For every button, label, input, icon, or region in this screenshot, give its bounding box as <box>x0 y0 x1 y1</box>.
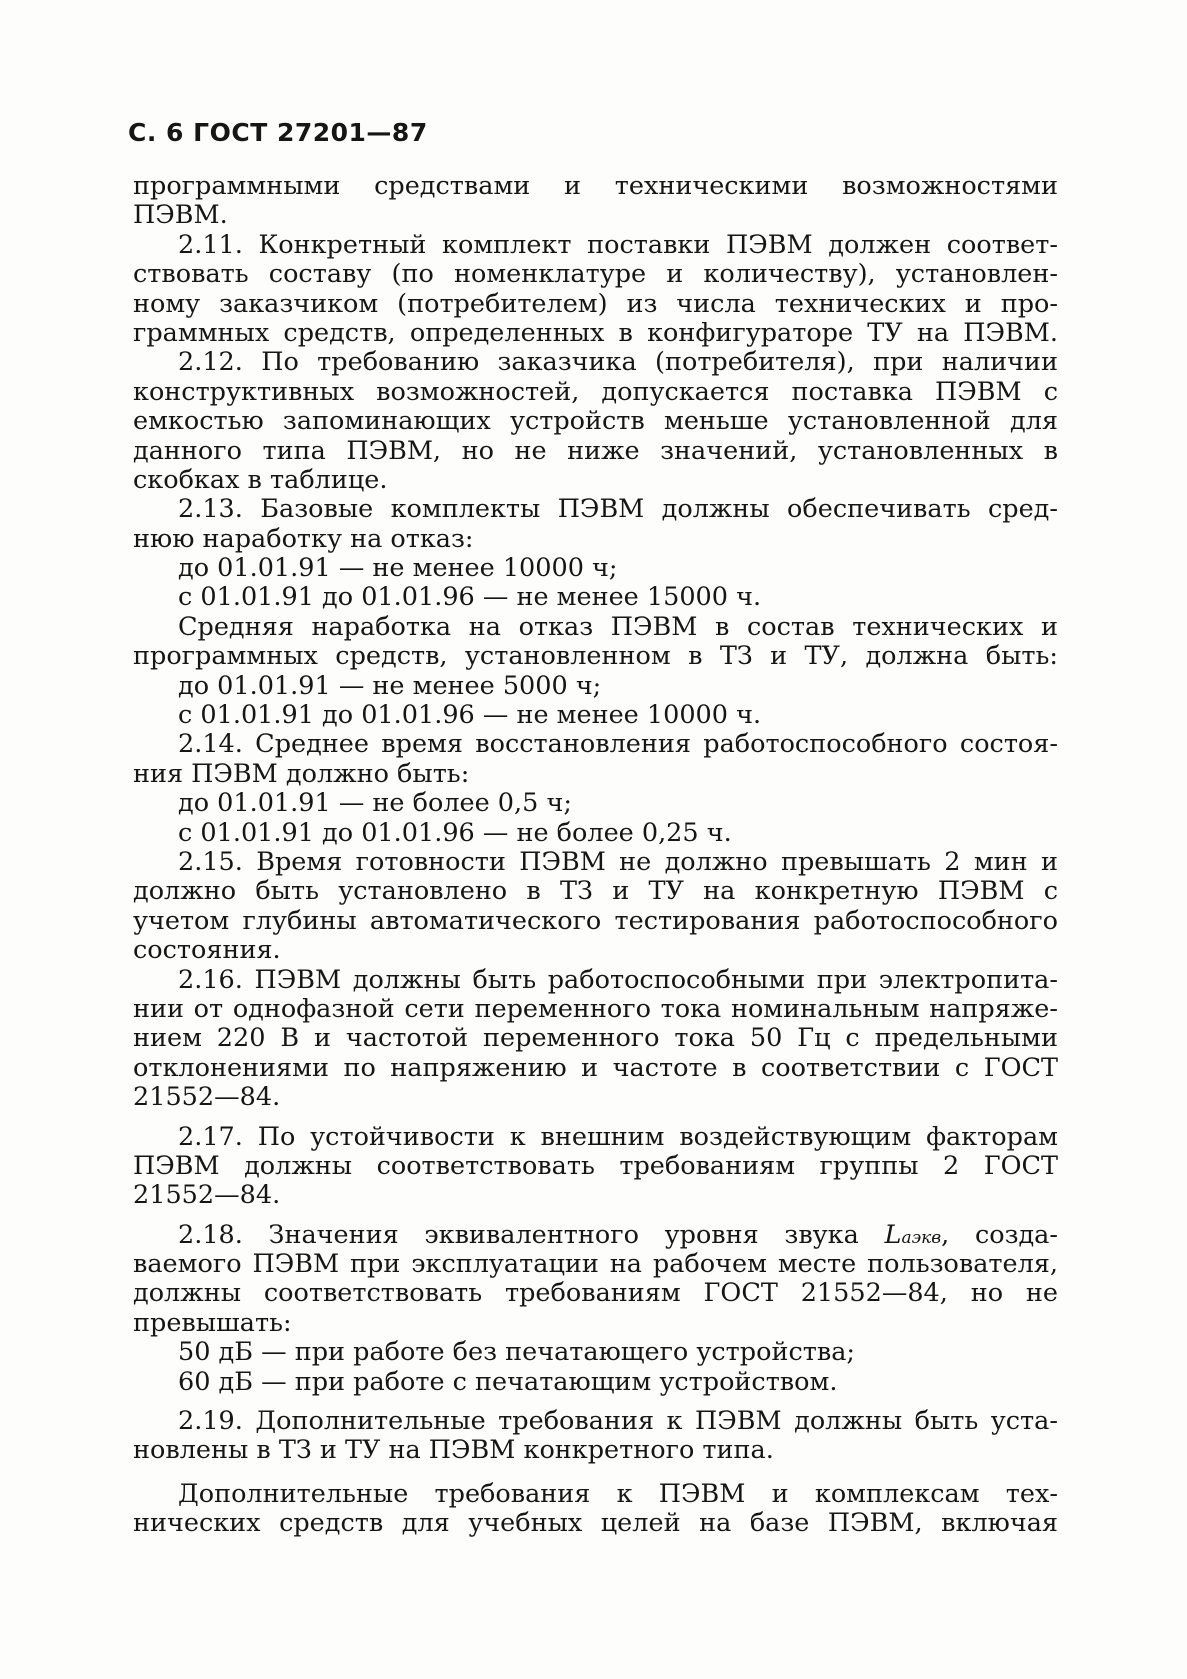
text-line: новлены в ТЗ и ТУ на ПЭВМ конкретного типа. <box>133 1435 774 1466</box>
text-line: программных средств, установленном в ТЗ и ТУ, должна быть: <box>133 641 1058 672</box>
text-line: нием 220 В и частотой переменного тока 50 Гц с предельными <box>133 1023 1058 1054</box>
list-item: с 01.01.91 до 01.01.96 — не менее 15000 ч. <box>178 582 762 613</box>
text-line: превышать: <box>133 1307 292 1338</box>
list-item: с 01.01.91 до 01.01.96 — не менее 10000 ч. <box>178 700 762 731</box>
paragraph-2-12: 2.12. По требованию заказчика (потребителя), при наличии <box>178 347 1058 378</box>
text-line: конструктивных возможностей, допускается поставка ПЭВМ с <box>133 376 1058 407</box>
text-line: данного типа ПЭВМ, но не ниже значений, установленных в <box>133 435 1058 466</box>
text-line: нических средств для учебных целей на базе ПЭВМ, включая <box>133 1508 1058 1539</box>
paragraph-2-17: 2.17. По устойчивости к внешним воздействующим факторам <box>178 1121 1058 1152</box>
text-line: ному заказчиком (потребителем) из числа технических и про- <box>133 288 1058 319</box>
text-segment: 2.18. Значения эквивалентного уровня звука <box>178 1219 859 1250</box>
paragraph-2-14: 2.14. Среднее время восстановления работоспособного состоя- <box>178 729 1058 760</box>
text-line: ПЭВМ должны соответствовать требованиям группы 2 ГОСТ <box>133 1150 1058 1181</box>
text-line: должны соответствовать требованиям ГОСТ 21552—84, но не <box>133 1278 1058 1309</box>
text-line: нюю наработку на отказ: <box>133 523 474 554</box>
text-line: состояния. <box>133 935 281 966</box>
text-line: граммных средств, определенных в конфигураторе ТУ на ПЭВМ. <box>133 317 1058 348</box>
text-line: 21552—84. <box>133 1082 281 1113</box>
list-item: с 01.01.91 до 01.01.96 — не более 0,25 ч. <box>178 817 732 848</box>
text-line: ПЭВМ. <box>133 200 228 231</box>
text-segment: , созда- <box>941 1219 1059 1250</box>
paragraph-2-18 <box>133 1221 1058 1250</box>
text-line: отклонениями по напряжению и частоте в соответствии с ГОСТ <box>133 1052 1058 1083</box>
text-line: ния ПЭВМ должно быть: <box>133 758 470 789</box>
standard-number: ГОСТ 27201—87 <box>193 118 428 147</box>
list-item: 50 дБ — при работе без печатающего устройства; <box>178 1337 855 1368</box>
paragraph-2-16: 2.16. ПЭВМ должны быть работоспособными при электропита- <box>178 964 1058 995</box>
text-line: скобках в таблице. <box>133 464 388 495</box>
list-item: 60 дБ — при работе с печатающим устройством. <box>178 1366 838 1397</box>
paragraph-2-19: 2.19. Дополнительные требования к ПЭВМ должны быть уста- <box>178 1406 1058 1437</box>
page-header <box>128 118 428 147</box>
body-text <box>133 172 1058 1539</box>
page-number: С. 6 <box>128 118 184 147</box>
paragraph-2-13: 2.13. Базовые комплекты ПЭВМ должны обеспечивать сред- <box>178 494 1058 525</box>
text-line: Средняя наработка на отказ ПЭВМ в состав технических и <box>178 611 1058 642</box>
text-line: учетом глубины автоматического тестирования работоспособного <box>133 905 1058 936</box>
list-item: до 01.01.91 — не менее 5000 ч; <box>178 670 602 701</box>
text-line: нии от однофазной сети переменного тока номинальным напряже- <box>133 993 1058 1024</box>
list-item: до 01.01.91 — не менее 10000 ч; <box>178 553 618 584</box>
text-line: Дополнительные требования к ПЭВМ и комплексам тех- <box>178 1478 1058 1509</box>
text-line: должно быть установлено в ТЗ и ТУ на конкретную ПЭВМ с <box>133 876 1058 907</box>
symbol-subscript: аэкв <box>901 1227 942 1248</box>
text-line: 21552—84. <box>133 1180 281 1211</box>
text-line: ваемого ПЭВМ при эксплуатации на рабочем месте пользователя, <box>133 1249 1058 1280</box>
text-line: программными средствами и техническими возможностями <box>133 171 1058 201</box>
text-line: ствовать составу (по номенклатуре и количеству), установлен- <box>133 259 1058 290</box>
paragraph-2-11: 2.11. Конкретный комплект поставки ПЭВМ должен соответ- <box>178 229 1058 260</box>
list-item: до 01.01.91 — не более 0,5 ч; <box>178 788 572 819</box>
text-line: емкостью запоминающих устройств меньше установленной для <box>133 406 1058 437</box>
paragraph-2-15: 2.15. Время готовности ПЭВМ не должно превышать 2 мин и <box>178 846 1058 877</box>
symbol-L: L <box>884 1219 902 1250</box>
